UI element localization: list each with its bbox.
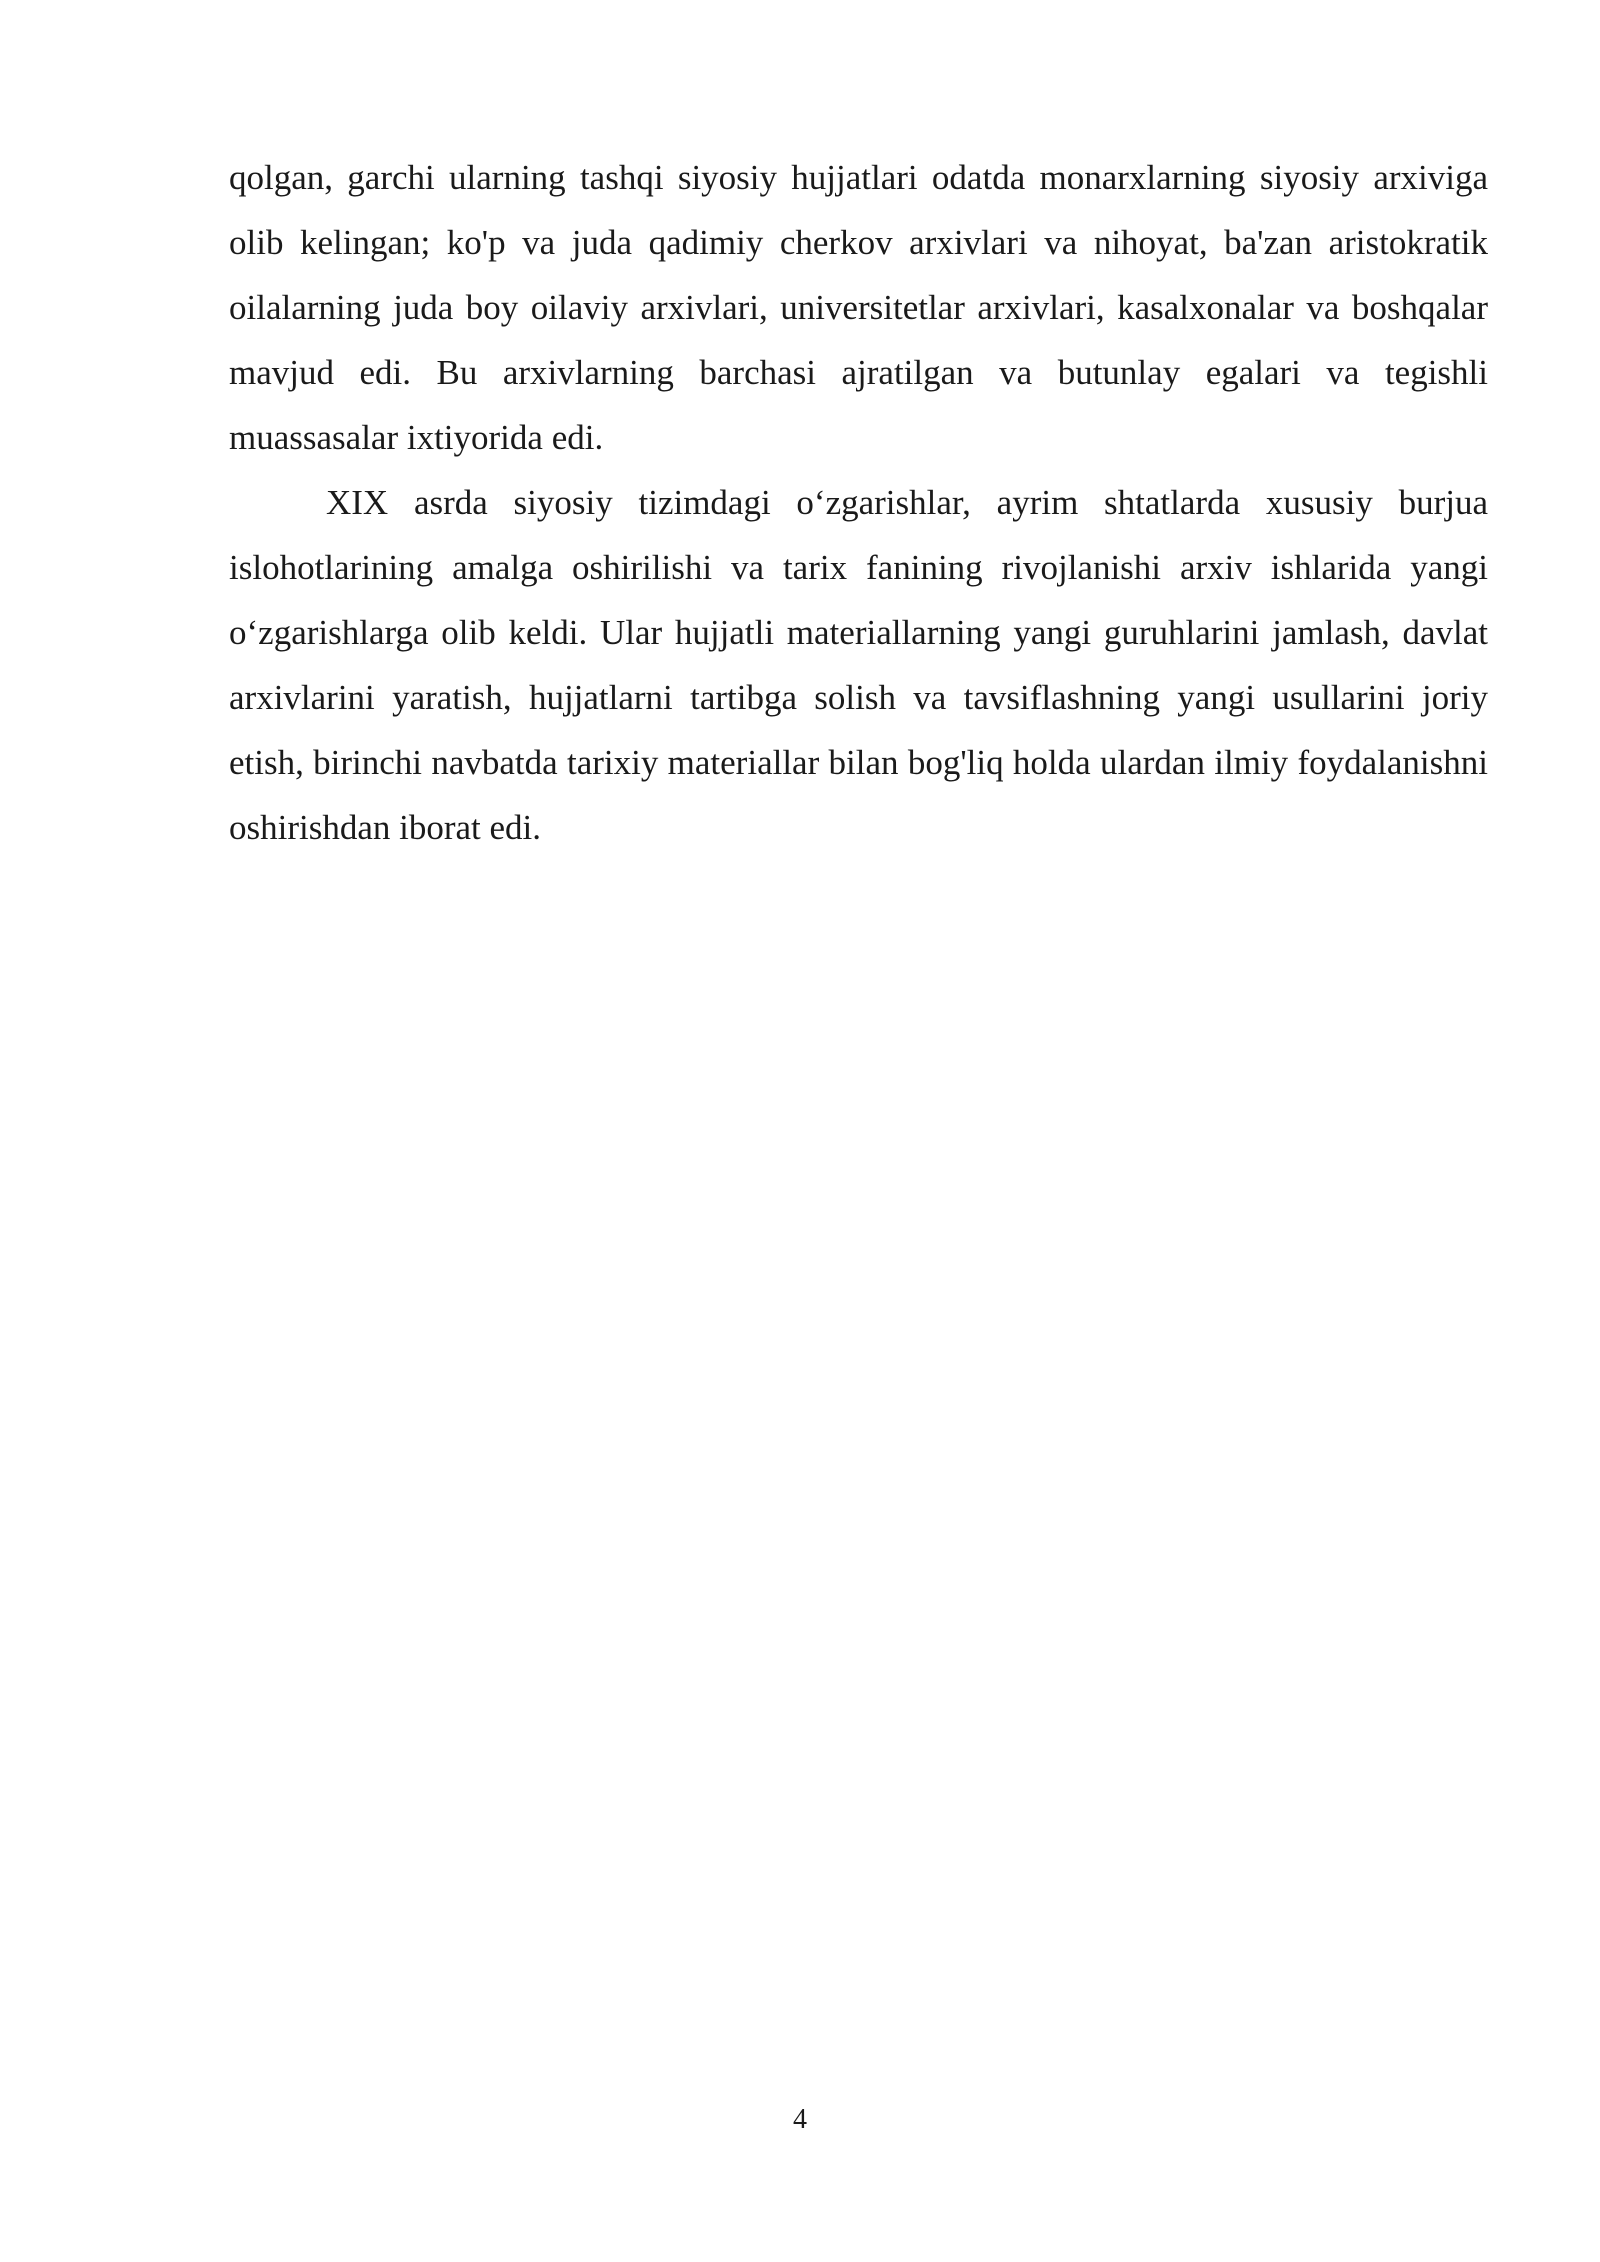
page-number: 4 [793, 2104, 807, 2135]
paragraph-xix-century: XIX asrda siyosiy tizimdagi o‘zgarishlar, ayrim shtatlarda xususiy burjua islohotlarining amalga oshirilishi va tarix fanining rivojlanishi arxiv ishlarida yangi o‘zgarishlarga olib keldi. Ular hujjatli materiallarning yangi guruhlarini jamlash, davlat arxivlarini yaratish, hujjatlarni tartibga solish va tavsiflashning yangi usullarini joriy etish, birinchi navbatda tarixiy materiallar bilan bog'liq holda ulardan ilmiy foydalanishni oshirishdan iborat edi. [229, 483, 1488, 847]
paragraph-continued: qolgan, garchi ularning tashqi siyosiy hujjatlari odatda monarxlarning siyosiy arxiviga olib kelingan; ko'p va juda qadimiy cherkov arxivlari va nihoyat, ba'zan aristokratik oilalarning juda boy oilaviy arxivlari, universitetlar arxivlari, kasalxonalar va boshqalar mavjud edi. Bu arxivlarning barchasi ajratilgan va butunlay egalari va tegishli muassasalar ixtiyorida edi. [229, 158, 1488, 457]
body-text [229, 145, 1488, 860]
